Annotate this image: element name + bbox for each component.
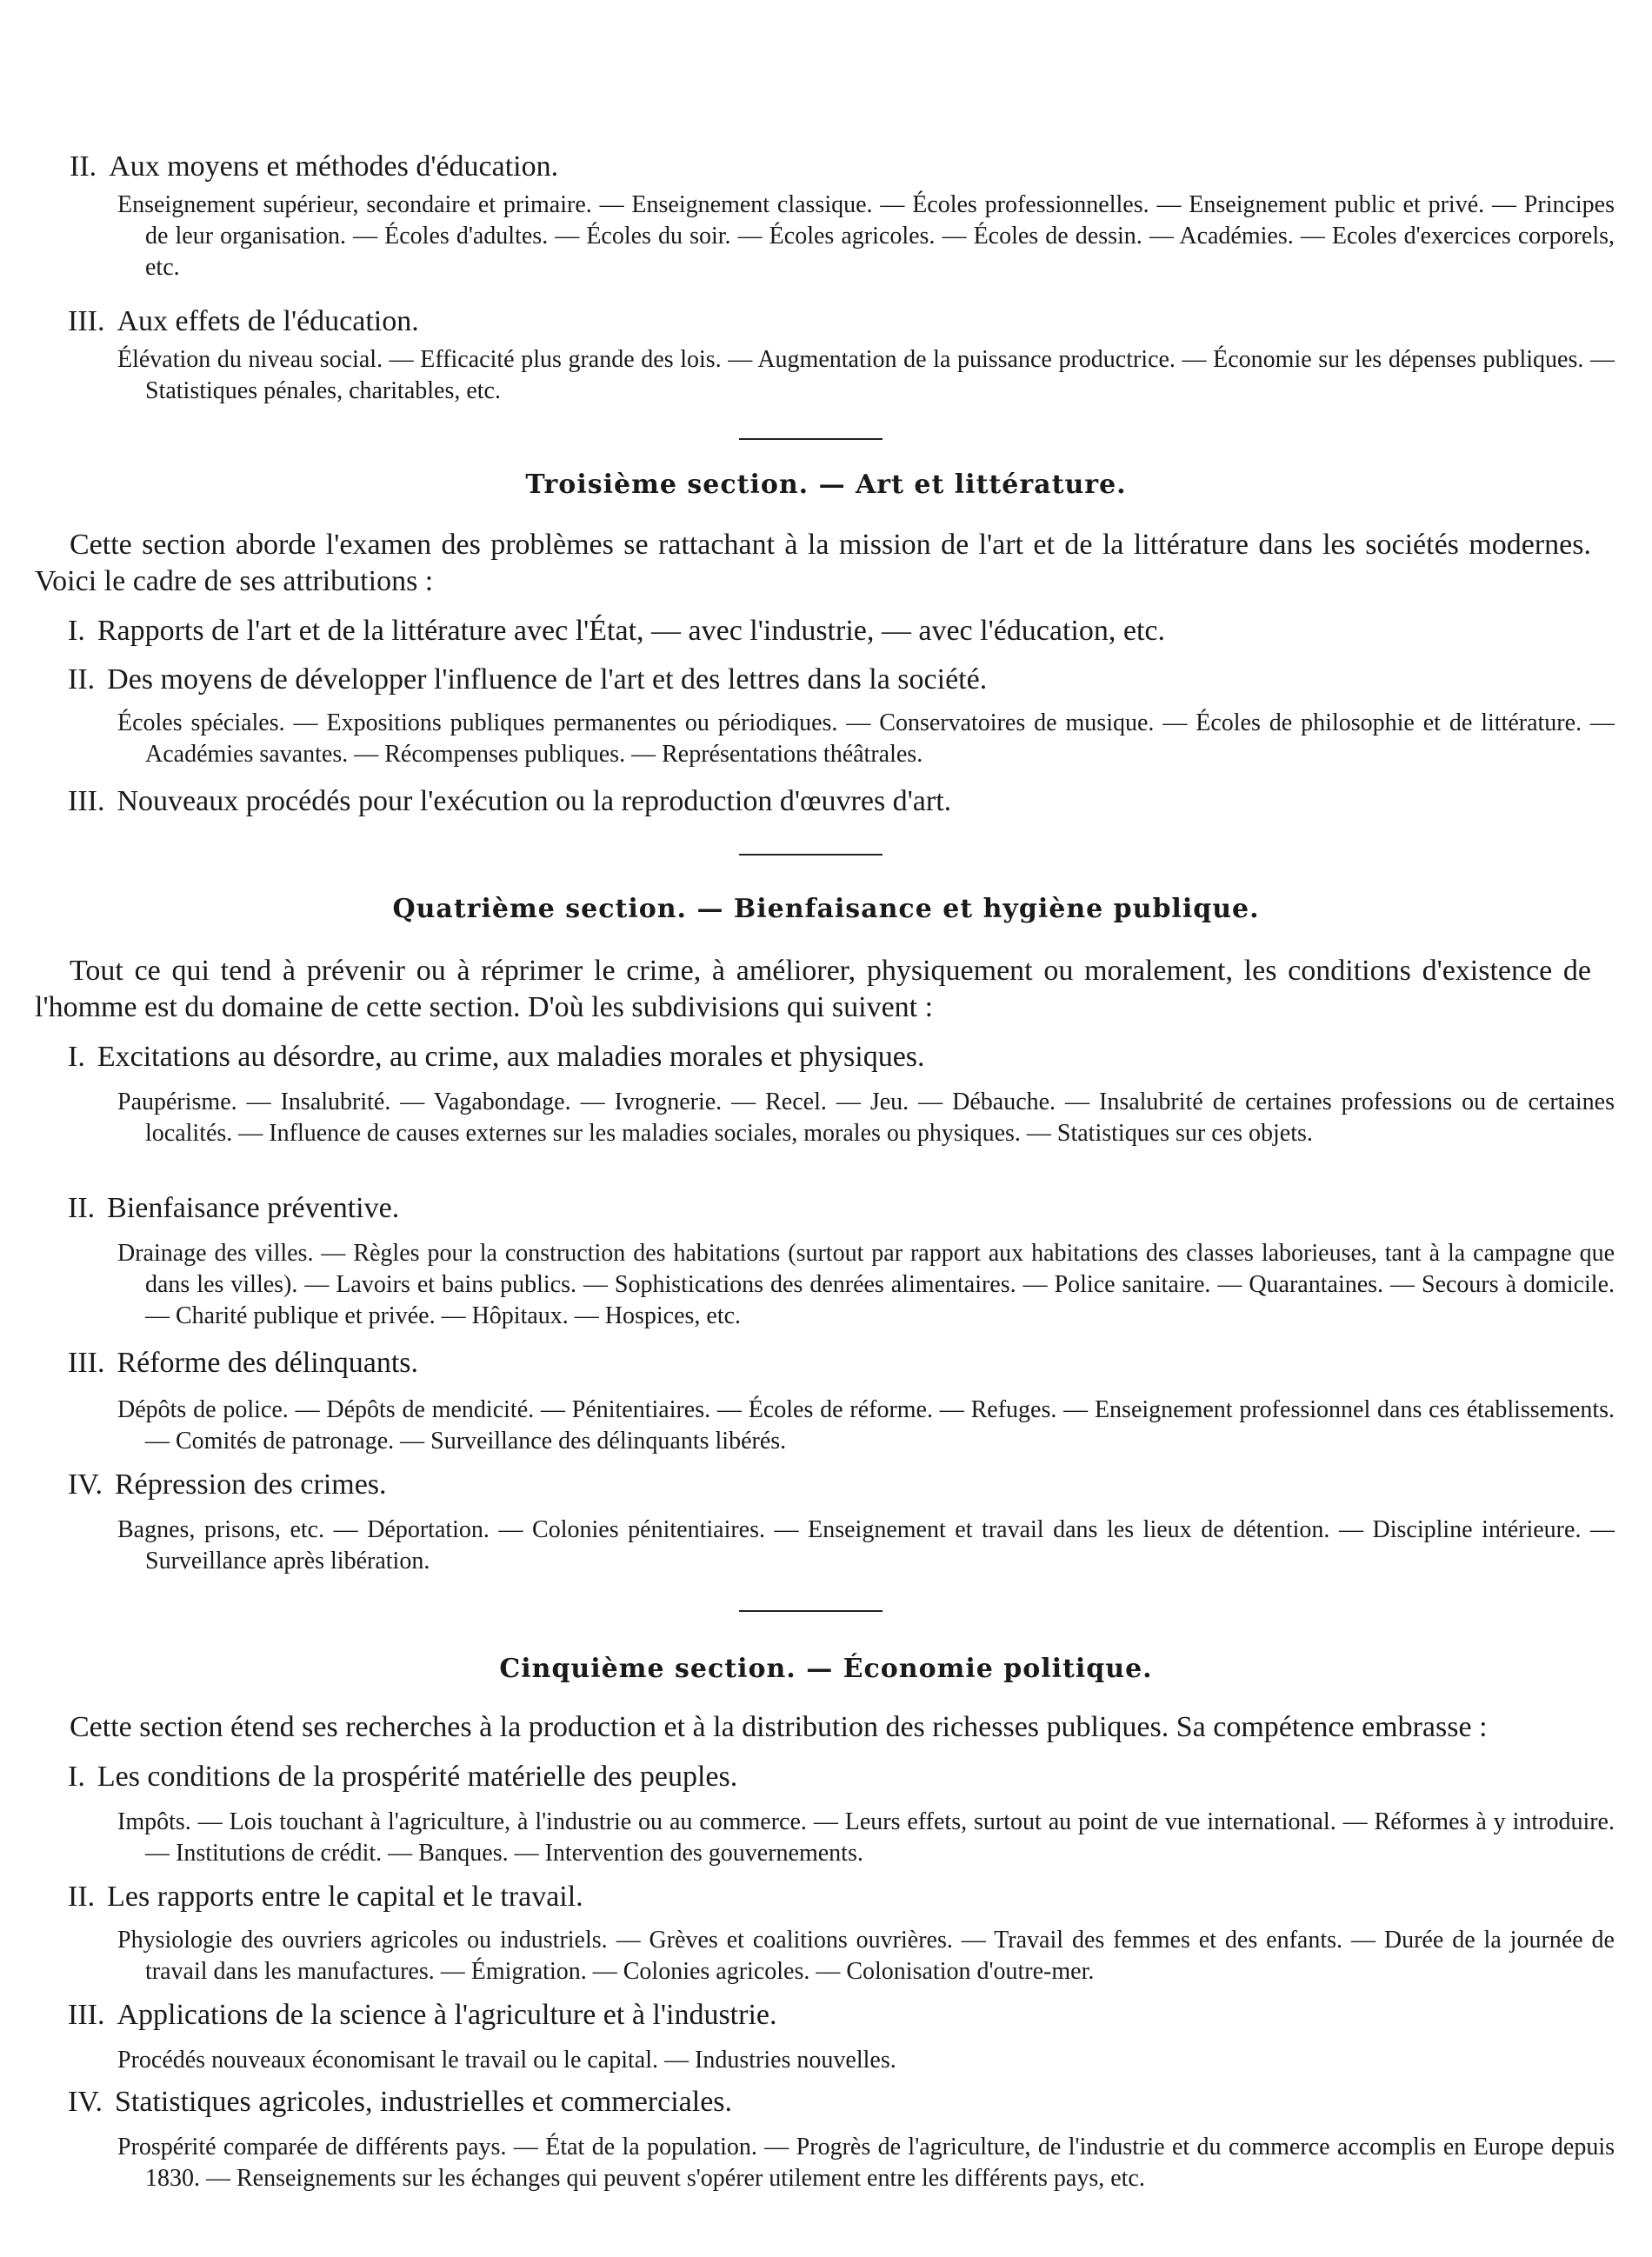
fourth-item-1-heading: [68, 1040, 925, 1075]
third-item-3-heading: [68, 784, 951, 819]
fourth-item-4-heading: [68, 1468, 387, 1502]
item-title: Excitations au désordre, au crime, aux maladies morales et physiques.: [97, 1041, 925, 1073]
item-title: Réforme des délinquants.: [117, 1347, 418, 1379]
item-title: Les conditions de la prospérité matérielle des peuples.: [97, 1761, 738, 1793]
item-number: IV.: [68, 2086, 103, 2118]
item-title: Bienfaisance préventive.: [107, 1192, 400, 1224]
item-title: Nouveaux procédés pour l'exécution ou la reproduction d'œuvres d'art.: [117, 785, 952, 817]
item-number: II.: [68, 663, 96, 696]
fifth-item-4-detail: Prospérité comparée de différents pays. — État de la population. — Progrès de l'agriculture, de l'industrie et du commerce accomplis en Europe depuis 1830. — Renseignements sur les échanges qui peuvent s'opérer utilement entre les différents pays, etc.: [117, 2134, 1615, 2192]
item-number: II.: [70, 150, 97, 183]
item-number: IV.: [68, 1468, 103, 1501]
item-title: Les rapports entre le capital et le travail.: [107, 1881, 583, 1913]
fourth-item-3-heading: [68, 1346, 418, 1381]
item-number: III.: [68, 1999, 105, 2031]
item-title: Des moyens de développer l'influence de l'art et des lettres dans la société.: [107, 663, 988, 696]
fifth-item-2-heading: [68, 1880, 583, 1914]
third-item-1-heading: [68, 614, 1165, 649]
section-intro-fourth: Tout ce qui tend à prévenir ou à réprimer le crime, à améliorer, physiquement ou moralement, les conditions d'existence de l'homme est du domaine de cette section. D'où les subdivisions qui suivent :: [35, 955, 1591, 1023]
item-title: Applications de la science à l'agriculture et à l'industrie.: [117, 1999, 777, 2031]
education-item-3-detail: Élévation du niveau social. — Efficacité plus grande des lois. — Augmentation de la puissance productrice. — Économie sur les dépenses publiques. — Statistiques pénales, charitables, etc.: [117, 346, 1615, 404]
item-number: I.: [68, 1041, 85, 1073]
fourth-item-2-detail: Drainage des villes. — Règles pour la construction des habitations (surtout par rapport aux habitations des classes laborieuses, tant à la campagne que dans les villes). — Lavoirs et bains publics. — Sophistications des denrées alimentaires. — Police sanitaire. — Quarantaines. — Secours à domicile. — Charité publique et privée. — Hôpitaux. — Hospices, etc.: [117, 1240, 1615, 1329]
fifth-item-3-heading: [68, 1998, 777, 2033]
fourth-item-2-heading: [68, 1191, 399, 1226]
item-number: I.: [68, 1761, 85, 1793]
section-title-fourth: Quatrième section. — Bienfaisance et hygiène publique.: [392, 894, 1260, 924]
third-item-2-detail: Écoles spéciales. — Expositions publiques permanentes ou périodiques. — Conservatoires de musique. — Écoles de philosophie et de littérature. — Académies savantes. — Récompenses publiques. — Représentations théâtrales.: [117, 709, 1615, 768]
education-item-3-heading: [68, 304, 419, 339]
item-number: III.: [68, 785, 105, 817]
fifth-item-2-detail: Physiologie des ouvriers agricoles ou industriels. — Grèves et coalitions ouvrières. — Travail des femmes et des enfants. — Durée de la journée de travail dans les manufactures. — Émigration. — Colonies agricoles. — Colonisation d'outre-mer.: [117, 1927, 1615, 1985]
section-intro-fifth: Cette section étend ses recherches à la production et à la distribution des richesses publiques. Sa compétence embrasse :: [70, 1711, 1488, 1743]
fifth-item-3-detail: Procédés nouveaux économisant le travail ou le capital. — Industries nouvelles.: [117, 2047, 896, 2074]
item-title: Aux effets de l'éducation.: [117, 305, 419, 337]
item-number: I.: [68, 615, 85, 647]
education-item-2-heading: [70, 150, 558, 184]
section-title-third: Troisième section. — Art et littérature.: [525, 469, 1127, 500]
fifth-item-1-heading: [68, 1760, 737, 1794]
item-title: Répression des crimes.: [115, 1468, 387, 1501]
fifth-item-4-heading: [68, 2085, 732, 2120]
item-number: III.: [68, 305, 105, 337]
fourth-item-4-detail: Bagnes, prisons, etc. — Déportation. — Colonies pénitentiaires. — Enseignement et travail dans les lieux de détention. — Discipline intérieure. — Surveillance après libération.: [117, 1516, 1615, 1575]
section-divider: [739, 1610, 883, 1612]
item-title: Statistiques agricoles, industrielles et commerciales.: [115, 2086, 733, 2118]
education-item-2-detail: Enseignement supérieur, secondaire et primaire. — Enseignement classique. — Écoles professionnelles. — Enseignement public et privé. — Principes de leur organisation. — Écoles d'adultes. — Écoles du soir. — Écoles agricoles. — Écoles de dessin. — Académies. — Ecoles d'exercices corporels, etc.: [117, 191, 1615, 281]
section-intro-third: Cette section aborde l'examen des problèmes se rattachant à la mission de l'art et de la littérature dans les sociétés modernes. Voici le cadre de ses attributions :: [35, 529, 1591, 597]
section-title-fifth: Cinquième section. — Économie politique.: [499, 1654, 1153, 1684]
fourth-item-1-detail: Paupérisme. — Insalubrité. — Vagabondage. — Ivrognerie. — Recel. — Jeu. — Débauche. — Insalubrité de certaines professions ou de certaines localités. — Influence de causes externes sur les maladies sociales, morales ou physiques. — Statistiques sur ces objets.: [117, 1089, 1615, 1147]
item-number: II.: [68, 1881, 96, 1913]
item-title: Aux moyens et méthodes d'éducation.: [109, 150, 559, 183]
fifth-item-1-detail: Impôts. — Lois touchant à l'agriculture, à l'industrie ou au commerce. — Leurs effets, surtout au point de vue international. — Réformes à y introduire. — Institutions de crédit. — Banques. — Intervention des gouvernements.: [117, 1808, 1615, 1867]
item-title: Rapports de l'art et de la littérature avec l'État, — avec l'industrie, — avec l'éducation, etc.: [97, 615, 1165, 647]
third-item-2-heading: [68, 662, 987, 697]
fourth-item-3-detail: Dépôts de police. — Dépôts de mendicité. — Pénitentiaires. — Écoles de réforme. — Refuges. — Enseignement professionnel dans ces établissements. — Comités de patronage. — Surveillance des délinquants libérés.: [117, 1396, 1615, 1455]
item-number: III.: [68, 1347, 105, 1379]
item-number: II.: [68, 1192, 96, 1224]
section-divider: [739, 438, 883, 440]
section-divider: [739, 854, 883, 856]
